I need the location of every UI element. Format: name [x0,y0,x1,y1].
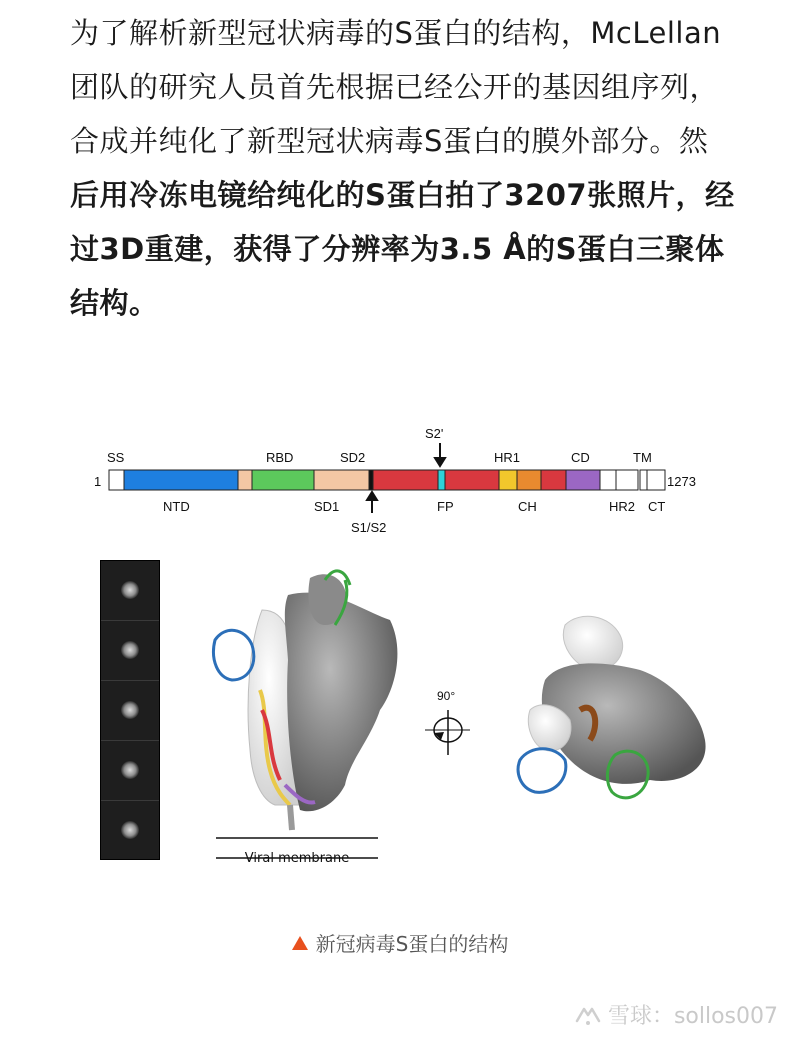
rotation-label: 90° [437,689,456,703]
spike-structure-figure [0,410,800,880]
label-sd2: SD2 [340,450,366,465]
label-fp: FP [437,499,454,514]
viral-membrane-label: Viral membrane [244,851,350,866]
label-tm: TM [633,450,652,465]
label-ss: SS [107,450,125,465]
label-hr2: HR2 [609,499,636,514]
label-sd1: SD1 [314,499,340,514]
watermark-text: 雪球：sollos007 [607,1004,778,1029]
figure-caption [0,928,800,957]
label-s2-prime: S2' [425,426,444,441]
seq-end-label: 1273 [667,474,696,489]
watermark [574,999,778,1030]
label-ct: CT [648,499,666,514]
seq-start-label: 1 [94,474,102,489]
caption-triangle-icon [292,936,308,950]
article-text [70,6,740,330]
label-s1-s2: S1/S2 [351,520,387,535]
rotation-symbol [425,689,470,755]
paragraph-1: 为了解析新型冠状病毒的S蛋白的结构，McLellan团队的研究人员首先根据已经公开的基因组序列，合成并纯化了新型冠状病毒S蛋白的膜外部分。然 [70,16,722,158]
paragraph-2-text: 后用冷冻电镜给纯化的S蛋白拍了3207张照片，经过3D重建，获得了分辨率为3.5 Å的S蛋白三聚体结构。 [70,178,735,320]
label-ch: CH [518,499,537,514]
structure-views [0,410,800,880]
paragraph-2 [70,168,740,330]
snowball-logo-icon [574,1003,602,1027]
label-cd: CD [571,450,590,465]
label-ntd: NTD [163,499,190,514]
label-rbd: RBD [266,450,294,465]
label-hr1: HR1 [494,450,521,465]
side-view-trimer [214,571,398,858]
caption-text: 新冠病毒S蛋白的结构 [315,932,509,956]
top-view-trimer [518,616,705,798]
